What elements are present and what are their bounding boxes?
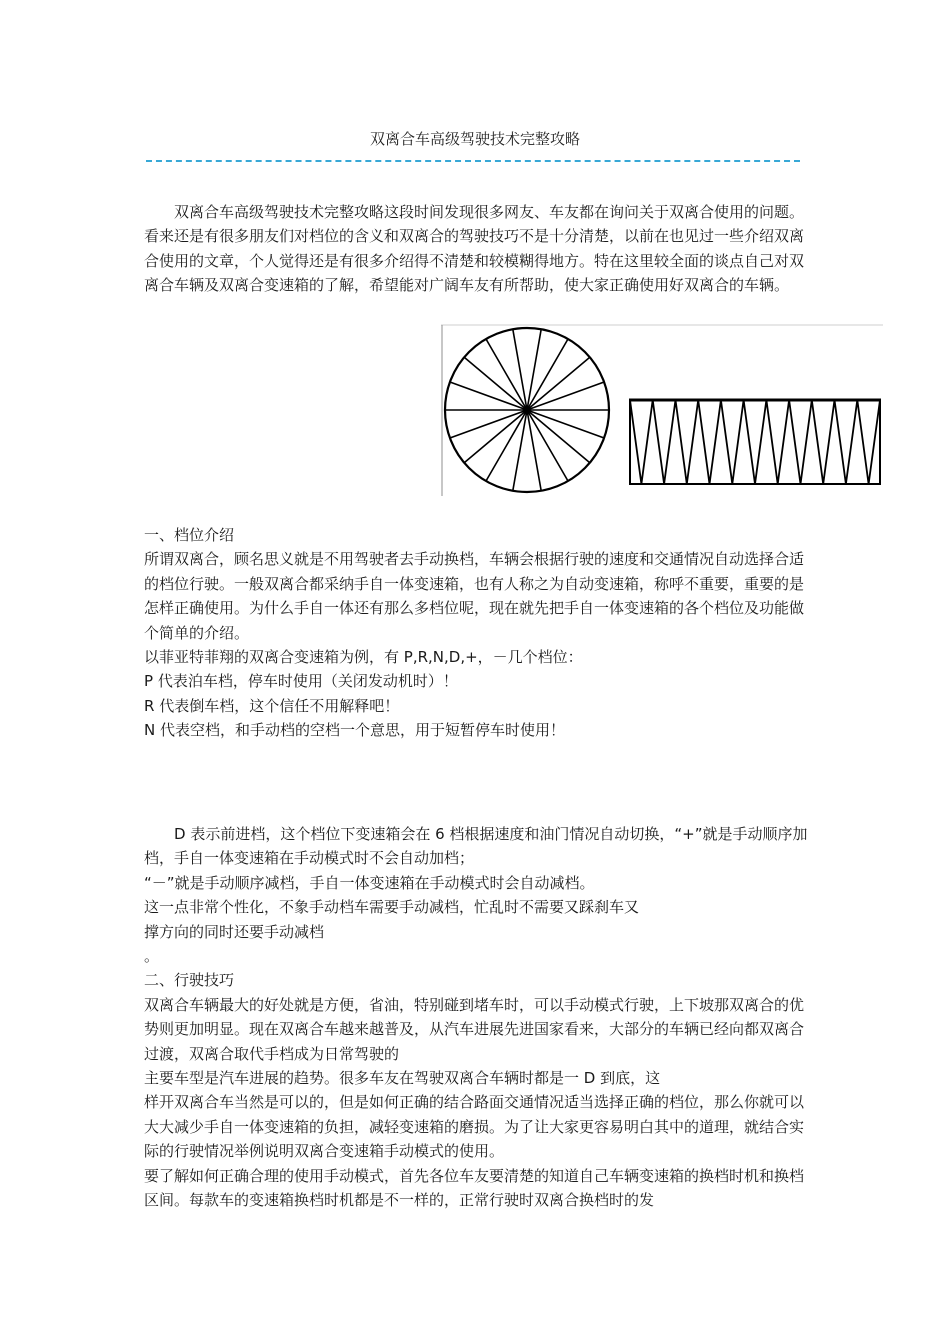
gear-list-item: 以菲亚特菲翔的双离合变速箱为例，有 P,R,N,D,+，－几个档位： (144, 648, 583, 667)
section-2-heading: 二、行驶技巧 (144, 971, 235, 990)
section-1-heading: 一、档位介绍 (144, 526, 235, 544)
gear-diagram-figure (441, 322, 883, 496)
section-1-paragraph: 所谓双离合，顾名思义就是不用驾驶者去手动换档，车辆会根据行驶的速度和交通情况自动选择合适的档位行驶。一般双离合都采纳手自一体变速箱，也有人称之为自动变速箱，称呼不重要，重要的是怎样正确使用。为什么手自一体还有那么多档位呢，现在就先把手自一体变速箱的各个档位及功能做个简单的介绍。 (144, 550, 805, 642)
wheel-spoke (464, 410, 527, 463)
wheel-spoke (450, 382, 527, 410)
text-line: 这一点非常个性化，不象手动档车需要手动减档，忙乱时不需要又踩刹车又 (144, 898, 640, 917)
gear-list-item: P 代表泊车档，停车时使用（关闭发动机时）！ (144, 672, 458, 691)
wheel-spoke (527, 357, 590, 410)
zigzag-line (630, 400, 880, 484)
zigzag-spring-icon (629, 400, 881, 484)
text-line: 撑方向的同时还要手动减档 (144, 922, 325, 941)
gear-list-item: N 代表空档，和手动档的空档一个意思，用于短暂停车时使用！ (144, 721, 565, 740)
spoked-wheel-icon (445, 328, 609, 492)
title-divider (146, 160, 800, 162)
intro-paragraph: 双离合车高级驾驶技术完整攻略这段时间发现很多网友、车友都在询问关于双离合使用的问题。看来还是有很多朋友们对档位的含义和双离合的驾驶技巧不是十分清楚，以前在也见过一些介绍双离合使用的文章，个人觉得还是有很多介绍得不清楚和较模糊得地方。特在这里较全面的谈点自己对双离合车辆及双离合变速箱的了解，希望能对广阔车友有所帮助，使大家正确使用好双离合的车辆。 (144, 203, 805, 295)
document-title: 双离合车高级驾驶技术完整攻略 (369, 130, 580, 148)
wheel-spoke (527, 410, 590, 463)
wheel-spoke (450, 410, 527, 438)
wheel-spoke (527, 382, 604, 410)
text-line: 。 (144, 947, 160, 966)
wheel-spoke (527, 410, 604, 438)
gear-list-item: R 代表倒车档，这个信任不用解释吧！ (144, 696, 400, 715)
section-2-paragraph: 要了解如何正确合理的使用手动模式，首先各位车友要清楚的知道自己车辆变速箱的换档时机和换档区间。每款车的变速箱换档时机都是不一样的，正常行驶时双离合换档时的发 (144, 1166, 805, 1210)
section-2-paragraph: 双离合车辆最大的好处就是方便，省油，特别碰到堵车时，可以手动模式行驶，上下坡那双离合的优势则更加明显。现在双离合车越来越普及，从汽车进展先进国家看来，大部分的车辆已经向都双离合过渡，双离合取代手档成为日常驾驶的 (144, 995, 805, 1063)
text-line: “－”就是手动顺序减档，手自一体变速箱在手动模式时会自动减档。 (144, 873, 595, 892)
drive-gear-paragraph: D 表示前进档，这个档位下变速箱会在 6 档根据速度和油门情况自动切换，“+”就是手动顺序加档，手自一体变速箱在手动模式时不会自动加档； (144, 825, 808, 868)
section-1 (144, 523, 808, 743)
text-line: 主要车型是汽车进展的趋势。很多车友在驾驶双离合车辆时都是一 D 到底，这 (144, 1069, 661, 1088)
section-1-continued (144, 822, 808, 1213)
section-2-paragraph: 样开双离合车当然是可以的，但是如何正确的结合路面交通情况适当选择正确的档位，那么你就可以大大减少手自一体变速箱的负担，减轻变速箱的磨损。为了让大家更容易明白其中的道理，就结合实际的行驶情况举例说明双离合变速箱手动模式的使用。 (144, 1093, 805, 1161)
wheel-spoke (464, 357, 527, 410)
